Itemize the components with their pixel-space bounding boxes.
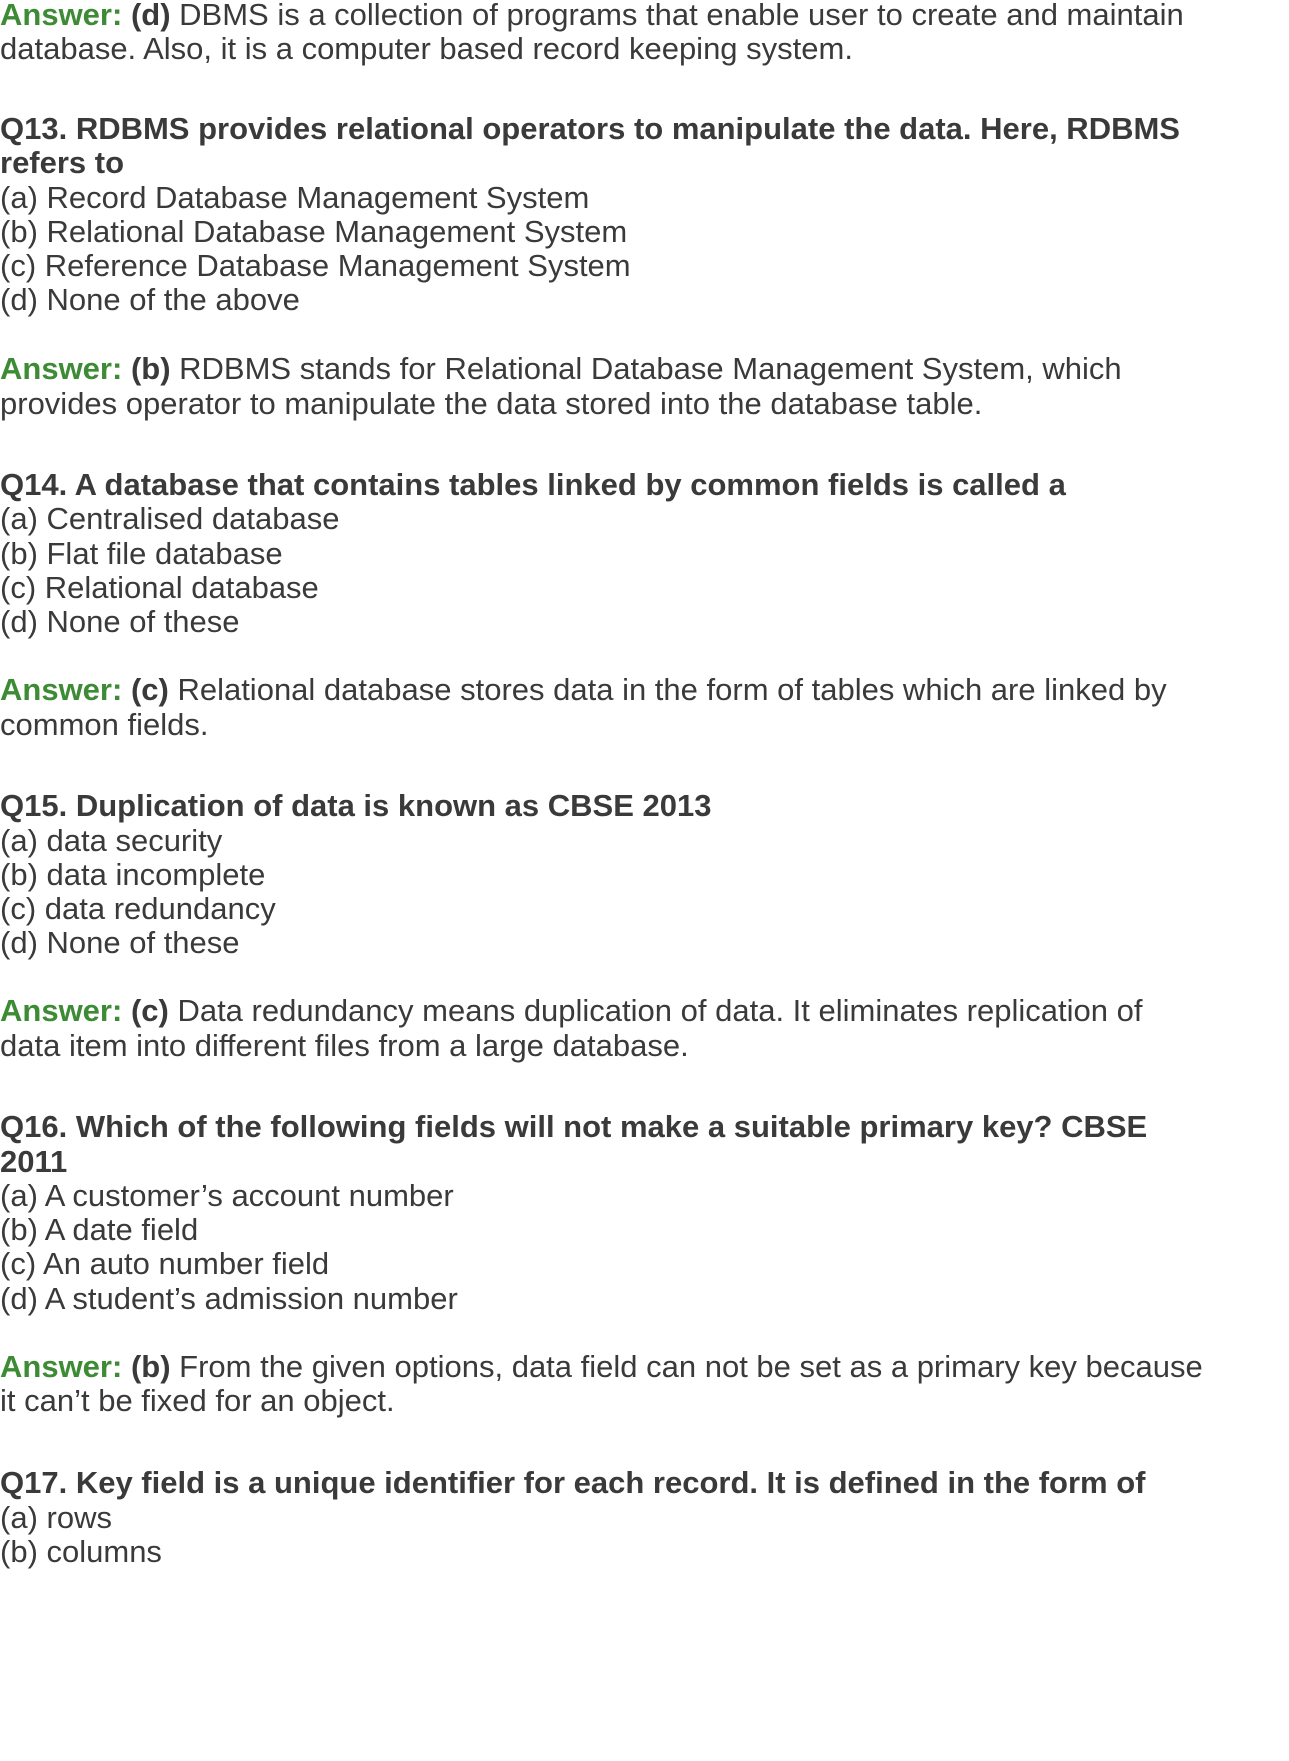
answer-line: it can’t be fixed for an object. bbox=[0, 1383, 395, 1418]
answer-line: common fields. bbox=[0, 707, 209, 742]
option-c: (c) An auto number field bbox=[0, 1246, 330, 1281]
option-a: (a) data security bbox=[0, 823, 223, 858]
option-d: (d) None of these bbox=[0, 604, 240, 639]
option-a: (a) A customer’s account number bbox=[0, 1178, 454, 1213]
option-a: (a) Centralised database bbox=[0, 501, 340, 536]
question-line: Q17. Key field is a unique identifier for each record. It is defined in the form of bbox=[0, 1465, 1146, 1500]
option-c: (c) Reference Database Management System bbox=[0, 248, 631, 283]
question-line: Q14. A database that contains tables linked by common fields is called a bbox=[0, 467, 1066, 502]
option-b: (b) A date field bbox=[0, 1212, 199, 1247]
answer-line: data item into different files from a large database. bbox=[0, 1028, 689, 1063]
option-b: (b) Flat file database bbox=[0, 536, 283, 571]
option-a: (a) rows bbox=[0, 1500, 112, 1535]
answer-line bbox=[0, 992, 1142, 1030]
option-c: (c) Relational database bbox=[0, 570, 319, 605]
option-c: (c) data redundancy bbox=[0, 891, 276, 926]
answer-label: Answer: bbox=[0, 993, 123, 1028]
answer-text: Data redundancy means duplication of data. It eliminates replication of bbox=[168, 993, 1143, 1028]
question-line: 2011 bbox=[0, 1144, 68, 1179]
answer-key: (c) bbox=[130, 672, 169, 707]
option-b: (b) columns bbox=[0, 1534, 162, 1569]
answer-text: DBMS is a collection of programs that enable user to create and maintain bbox=[170, 0, 1184, 32]
question-line: Q13. RDBMS provides relational operators to manipulate the data. Here, RDBMS bbox=[0, 111, 1180, 146]
option-b: (b) data incomplete bbox=[0, 857, 266, 892]
answer-line bbox=[0, 350, 1122, 388]
answer-key: (d) bbox=[130, 0, 171, 32]
question-line: refers to bbox=[0, 145, 125, 180]
option-d: (d) A student’s admission number bbox=[0, 1281, 458, 1316]
answer-line bbox=[0, 1348, 1203, 1386]
answer-line bbox=[0, 0, 1184, 34]
question-line: Q15. Duplication of data is known as CBSE 2013 bbox=[0, 788, 712, 823]
answer-label: Answer: bbox=[0, 672, 123, 707]
answer-text: Relational database stores data in the form of tables which are linked by bbox=[168, 672, 1167, 707]
answer-line bbox=[0, 671, 1167, 709]
option-d: (d) None of these bbox=[0, 925, 240, 960]
option-b: (b) Relational Database Management System bbox=[0, 214, 628, 249]
answer-label: Answer: bbox=[0, 351, 123, 386]
answer-key: (b) bbox=[130, 351, 171, 386]
answer-text: From the given options, data field can not be set as a primary key because bbox=[170, 1349, 1203, 1384]
answer-text: RDBMS stands for Relational Database Management System, which bbox=[170, 351, 1122, 386]
answer-label: Answer: bbox=[0, 1349, 123, 1384]
answer-key: (b) bbox=[130, 1349, 171, 1384]
option-d: (d) None of the above bbox=[0, 282, 300, 317]
question-line: Q16. Which of the following fields will not make a suitable primary key? CBSE bbox=[0, 1109, 1148, 1144]
option-a: (a) Record Database Management System bbox=[0, 180, 590, 215]
answer-label: Answer: bbox=[0, 0, 123, 32]
answer-key: (c) bbox=[130, 993, 169, 1028]
answer-line: provides operator to manipulate the data stored into the database table. bbox=[0, 386, 983, 421]
answer-line: database. Also, it is a computer based record keeping system. bbox=[0, 31, 853, 66]
